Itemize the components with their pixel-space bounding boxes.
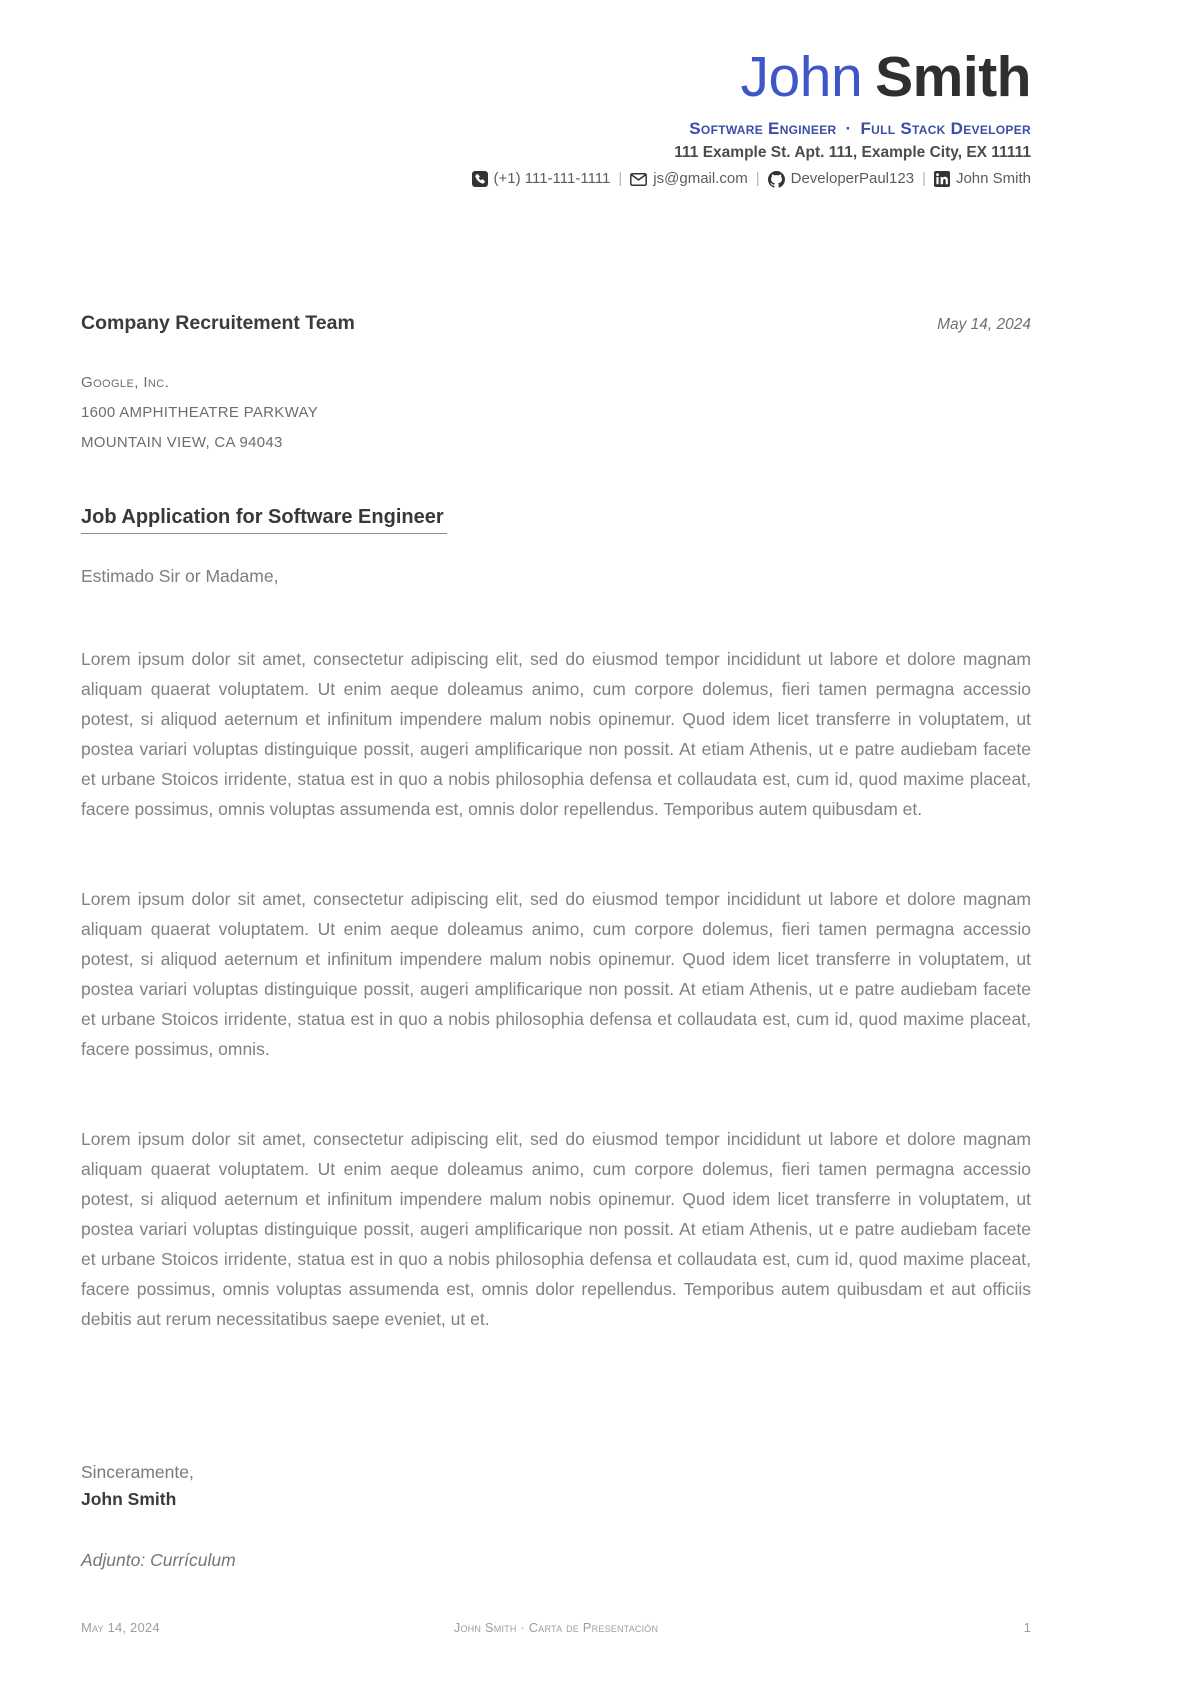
linkedin-name[interactable]: John Smith: [955, 170, 1031, 187]
recipient-company: Google, Inc.: [81, 374, 170, 391]
recipient-address: [81, 368, 1031, 458]
closing-block: [81, 1459, 1031, 1513]
salutation: Estimado Sir or Madame,: [81, 566, 279, 586]
recipient-city: MOUNTAIN VIEW, CA 94043: [81, 434, 283, 451]
recipient-street: 1600 AMPHITHEATRE PARKWAY: [81, 404, 319, 421]
first-name: John: [740, 45, 863, 109]
tagline-separator: ·: [845, 119, 852, 138]
envelope-icon: [630, 173, 647, 186]
email-address[interactable]: js@gmail.com: [653, 170, 748, 187]
contact-phone: [472, 169, 611, 189]
recipient-row: [81, 311, 1031, 335]
contact-separator: |: [618, 170, 623, 187]
phone-icon: [472, 171, 488, 187]
body-paragraph: Lorem ipsum dolor sit amet, consectetur adipiscing elit, sed do eiusmod tempor incididunt ut labore et dolore magnam aliquam quaerat voluptatem. Ut enim aeque doleamus animo, cum corpore dolemus, fieri tamen permagna accessio potest, si aliquod aeternum et infinitum impendere malum nobis opinemur. Quod idem licet transferre in voluptatem, ut postea variari voluptas distinguique possit, augeri amplificarique non possit. At etiam Athenis, ut e patre audiebam facete et urbane Stoicos irridente, statua est in quo a nobis philosophia defensa et collaudata est, cum id, quod maxime placeat, facere possimus, omnis voluptas assumenda est, omnis dolor repellendus. Temporibus autem quibusdam et.: [81, 649, 1031, 819]
linkedin-icon: [934, 171, 950, 187]
enclosure-note: Adjunto: Currículum: [81, 1550, 236, 1570]
footer-date: May 14, 2024: [81, 1620, 160, 1635]
contact-github[interactable]: [768, 169, 914, 189]
body-paragraph: Lorem ipsum dolor sit amet, consectetur adipiscing elit, sed do eiusmod tempor incididunt ut labore et dolore magnam aliquam quaerat voluptatem. Ut enim aeque doleamus animo, cum corpore dolemus, fieri tamen permagna accessio potest, si aliquod aeternum et infinitum impendere malum nobis opinemur. Quod idem licet transferre in voluptatem, ut postea variari voluptas distinguique possit, augeri amplificarique non possit. At etiam Athenis, ut e patre audiebam facete et urbane Stoicos irridente, statua est in quo a nobis philosophia defensa et collaudata est, cum id, quod maxime placeat, facere possimus, omnis.: [81, 889, 1031, 1059]
recipient-title: Company Recruitement Team: [81, 312, 355, 334]
footer-title: John Smith · Carta de Presentación: [453, 1620, 659, 1635]
letter-date: May 14, 2024: [937, 316, 1031, 333]
letter-body: [81, 644, 1031, 1334]
letter-header: [81, 45, 1031, 189]
contact-email[interactable]: [630, 169, 747, 189]
letter-subject: Job Application for Software Engineer: [81, 505, 447, 534]
page-footer: [81, 1620, 1031, 1636]
phone-number[interactable]: (+1) 111-111-1111: [493, 170, 611, 187]
signature-name: John Smith: [81, 1489, 177, 1509]
footer-page-number: 1: [1023, 1620, 1031, 1635]
contact-line: [81, 169, 1031, 189]
tagline-position: Software Engineer: [689, 119, 837, 138]
contact-linkedin[interactable]: [934, 169, 1031, 189]
last-name: Smith: [875, 45, 1031, 109]
body-paragraph: Lorem ipsum dolor sit amet, consectetur adipiscing elit, sed do eiusmod tempor incididunt ut labore et dolore magnam aliquam quaerat voluptatem. Ut enim aeque doleamus animo, cum corpore dolemus, fieri tamen permagna accessio potest, si aliquod aeternum et infinitum impendere malum nobis opinemur. Quod idem licet transferre in voluptatem, ut postea variari voluptas distinguique possit, augeri amplificarique non possit. At etiam Athenis, ut e patre audiebam facete et urbane Stoicos irridente, statua est in quo a nobis philosophia defensa et collaudata est, cum id, quod maxime placeat, facere possimus, omnis voluptas assumenda est, omnis dolor repellendus. Temporibus autem quibusdam et aut officiis debitis aut rerum necessitatibus saepe eveniet, ut et.: [81, 1129, 1031, 1329]
job-tagline: [81, 119, 1031, 138]
tagline-role: Full Stack Developer: [860, 119, 1031, 138]
github-icon: [768, 171, 785, 188]
github-handle[interactable]: DeveloperPaul123: [790, 170, 915, 187]
contact-separator: |: [922, 170, 926, 187]
contact-separator: |: [755, 170, 760, 187]
home-address: 111 Example St. Apt. 111, Example City, EX 11111: [674, 144, 1031, 161]
valediction: Sinceramente,: [81, 1462, 194, 1482]
person-name: [81, 45, 1031, 109]
